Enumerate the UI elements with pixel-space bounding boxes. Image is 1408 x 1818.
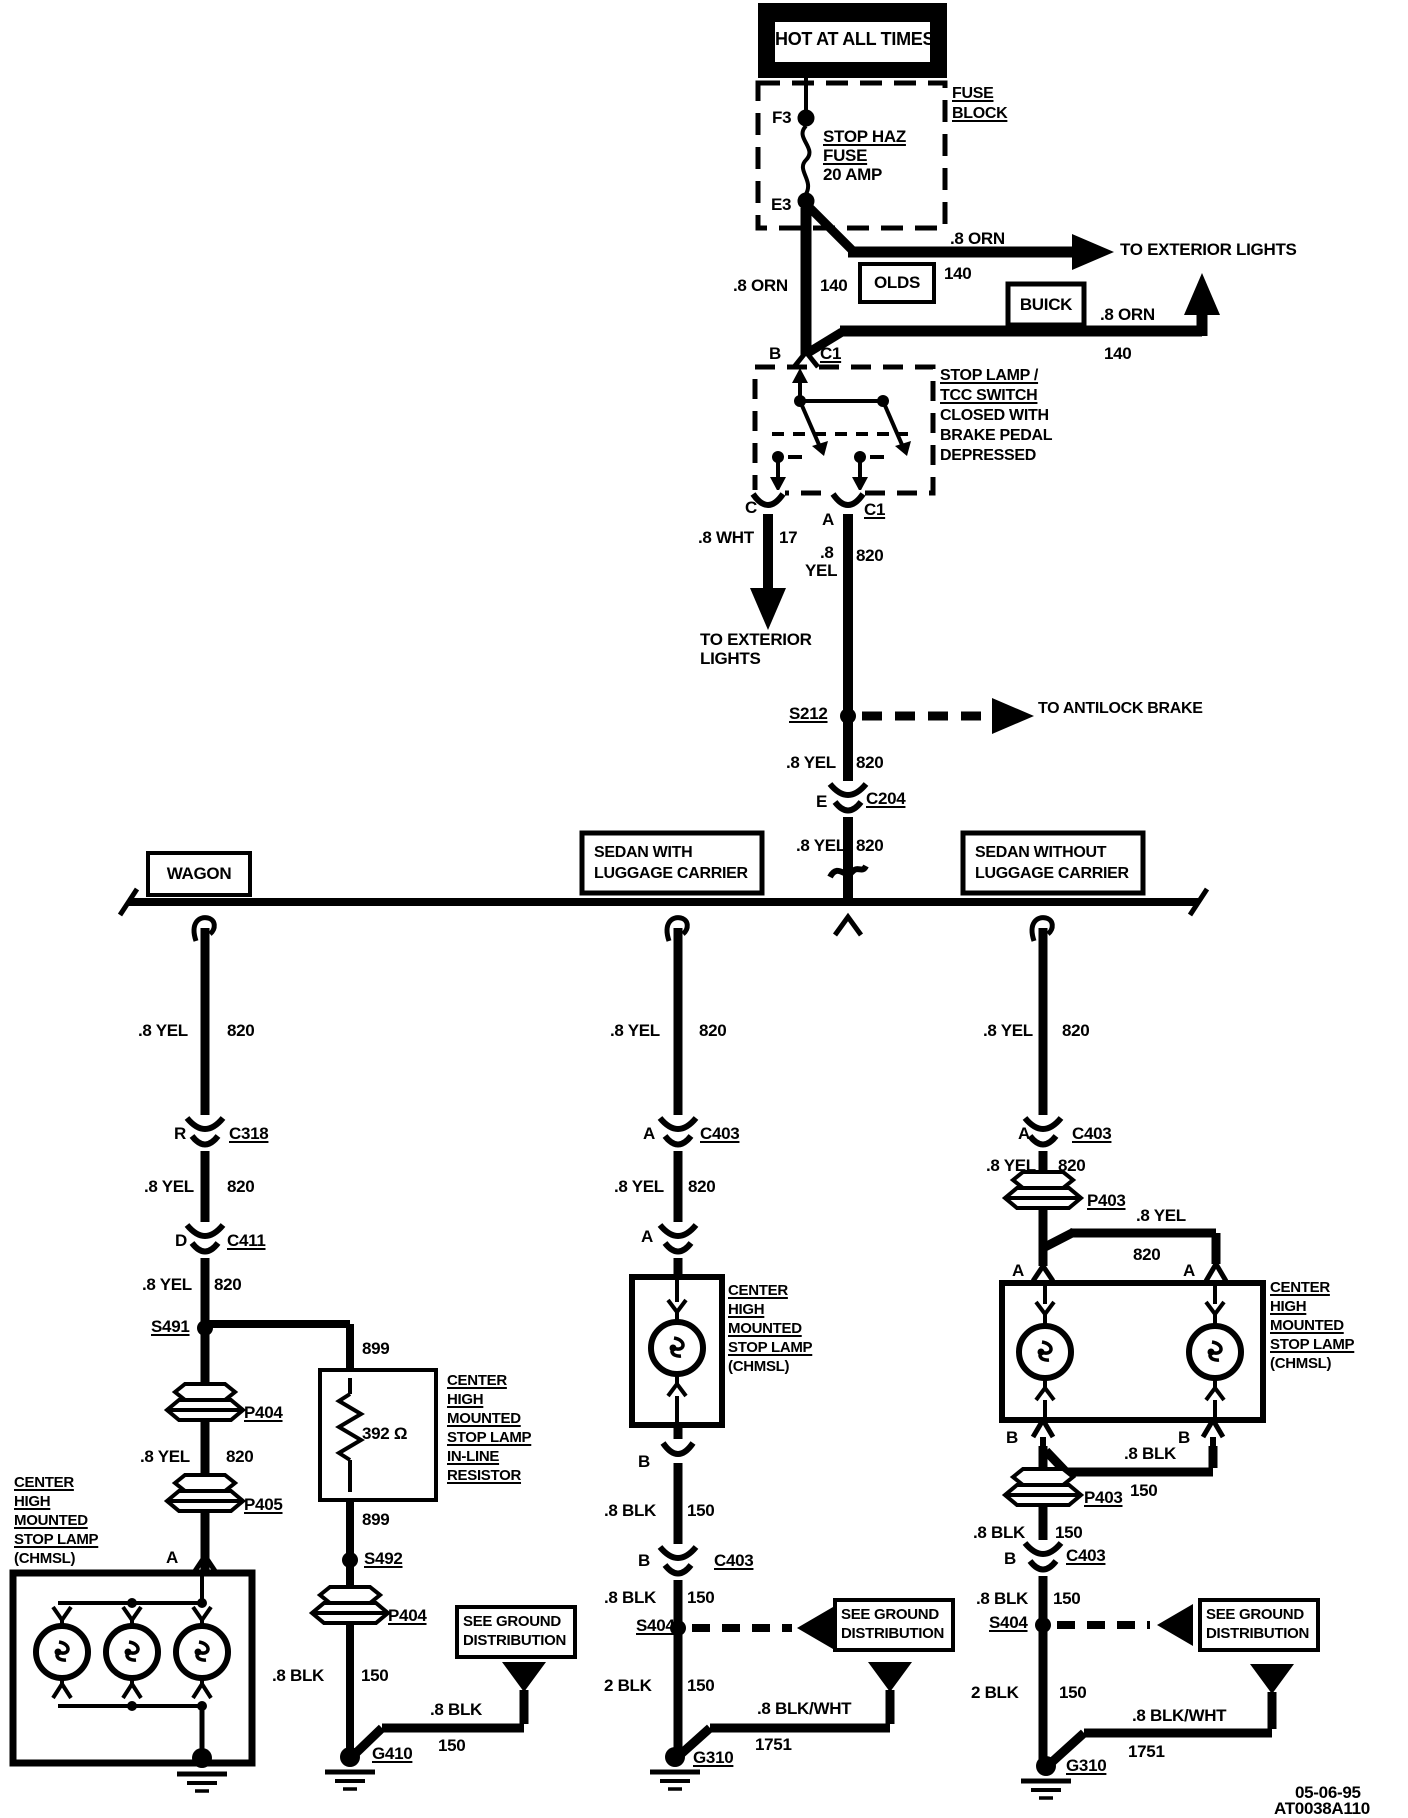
wagon-820-label-3: 820 [214, 1275, 242, 1294]
grommet-p403-2-symbol [1005, 1469, 1081, 1505]
splice-s491-dot [197, 1320, 213, 1336]
right-terminal-a-forks [1033, 1264, 1226, 1281]
right-blkwht-label: .8 BLK/WHT [1132, 1706, 1227, 1725]
ground-g410-dot [340, 1747, 360, 1767]
see-ground-mid-label-1: SEE GROUND [841, 1606, 939, 1623]
fuse-element-symbol [803, 126, 810, 194]
mid-terminal-a-label-1: A [643, 1124, 655, 1143]
splice-s492-dot [342, 1552, 358, 1568]
grommet-p405-label: P405 [244, 1495, 283, 1514]
buick-label: BUICK [1019, 295, 1073, 314]
hot-at-all-times-label: HOT AT ALL TIMES [775, 29, 935, 49]
right-terminal-a-label-1: A [1012, 1261, 1024, 1280]
ground-g410-label: G410 [372, 1744, 413, 1763]
connector-c1-label-top: C1 [820, 344, 842, 363]
see-ground-triangle-right [1250, 1664, 1294, 1694]
exterior-lights-down-arrow [750, 588, 786, 630]
feed-junction-caret [835, 917, 861, 935]
mid-terminal-b-label-1: B [638, 1452, 650, 1471]
right-terminal-a-label-0: A [1018, 1124, 1030, 1143]
ground-g410-symbol [325, 1772, 375, 1789]
splice-s404-mid-label: S404 [636, 1616, 675, 1635]
right-yel-label-2: .8 YEL [986, 1156, 1036, 1175]
ground-g310-right-symbol [1021, 1781, 1071, 1798]
connector-c403-right2-label: C403 [1066, 1546, 1106, 1565]
wagon-yel-label-2: .8 YEL [144, 1177, 194, 1196]
wire-yel-label-3: .8 YEL [796, 836, 846, 855]
to-exterior-lights-label-1: TO EXTERIOR LIGHTS [1120, 240, 1297, 259]
splice-s212-dot [840, 708, 856, 724]
grommet-p404-label-2: P404 [388, 1606, 427, 1625]
wire-yel-color-label: YEL [805, 561, 838, 580]
terminal-e3-label: E3 [771, 195, 792, 214]
wire-yel-size-label: .8 [820, 543, 834, 562]
wire-yel-label-2: .8 YEL [786, 753, 836, 772]
circuit-820-label-3: 820 [856, 836, 884, 855]
sedan-with-label-2: LUGGAGE CARRIER [594, 865, 748, 882]
to-exterior-lights-arrow-2 [1184, 273, 1220, 315]
to-exterior-lights-arrow [1072, 234, 1114, 270]
see-ground-wagon-label-1: SEE GROUND [463, 1613, 561, 1630]
ground-g310-mid-label: G310 [693, 1748, 734, 1767]
connector-c204-label: C204 [866, 789, 906, 808]
right-150-label-3: 150 [1053, 1589, 1081, 1608]
see-ground-mid-label-2: DISTRIBUTION [841, 1625, 945, 1642]
fuse-name-label-2: FUSE [823, 146, 868, 165]
connector-c411-label: C411 [227, 1231, 266, 1250]
connector-a-inline-symbol [659, 1222, 697, 1258]
terminal-a-label: A [822, 510, 834, 529]
sedan-without-label-1: SEDAN WITHOUT [975, 844, 1107, 861]
see-ground-triangle-mid [868, 1662, 912, 1692]
right-150-label-1: 150 [1130, 1481, 1158, 1500]
circuit-899-label-2: 899 [362, 1510, 390, 1529]
wagon-label: WAGON [166, 864, 232, 883]
mid-yel-label-2: .8 YEL [614, 1177, 664, 1196]
wire-orn-label-3: .8 ORN [1100, 305, 1155, 324]
right-terminal-b-forks [1033, 1420, 1223, 1447]
fuse-block-label-2: BLOCK [952, 105, 1008, 122]
ground-g310-right-label: G310 [1066, 1756, 1107, 1775]
mid-820-label-1: 820 [699, 1021, 727, 1040]
junction-dot [197, 1701, 207, 1711]
grommet-p403-symbol [1005, 1172, 1081, 1208]
mid-terminal-b-label-2: B [638, 1551, 650, 1570]
resistor-value-label: 392 Ω [362, 1424, 408, 1443]
stop-lamp-tcc-switch [755, 352, 933, 493]
circuit-17-label: 17 [779, 528, 798, 547]
switch-description: STOP LAMP / TCC SWITCH CLOSED WITH BRAKE PEDAL DEPRESSED [940, 367, 1053, 464]
splice-s404-right-label: S404 [989, 1613, 1028, 1632]
see-ground-wagon-label-2: DISTRIBUTION [463, 1632, 567, 1649]
wagon-yel-label-3: .8 YEL [142, 1275, 192, 1294]
right-820-label-1: 820 [1062, 1021, 1090, 1040]
sedan-with-box [582, 833, 762, 893]
sedan-with-chmsl-lamp [632, 1277, 722, 1425]
right-150-label-4: 150 [1059, 1683, 1087, 1702]
grommet-p404-label-1: P404 [244, 1403, 283, 1422]
right-1751-label: 1751 [1128, 1742, 1165, 1761]
to-antilock-arrow [992, 698, 1034, 734]
grommet-p404-resistor-branch [312, 1587, 388, 1623]
see-ground-right-label-1: SEE GROUND [1206, 1606, 1304, 1623]
mid-150-label-1: 150 [687, 1501, 715, 1520]
wagon-820-label-1: 820 [227, 1021, 255, 1040]
grommet-p404-symbol [167, 1384, 243, 1420]
to-antilock-label: TO ANTILOCK BRAKE [1038, 700, 1203, 717]
terminal-c-label: C [745, 498, 757, 517]
terminal-e-label: E [816, 792, 828, 811]
fuse-name-label-1: STOP HAZ [823, 127, 906, 146]
right-150-label-2: 150 [1055, 1523, 1083, 1542]
junction-dot [127, 1701, 137, 1711]
mid-terminal-a-label-2: A [641, 1227, 653, 1246]
sedan-with-label-1: SEDAN WITH [594, 844, 693, 861]
right-terminal-b-label-3: B [1004, 1549, 1016, 1568]
gnd-branch-150-label: 150 [438, 1736, 466, 1755]
wagon-820-label-2: 820 [227, 1177, 255, 1196]
wagon-bulb-2 [106, 1607, 158, 1698]
wagon-bulb-3 [176, 1607, 228, 1698]
ground-triangle-mid [797, 1607, 833, 1649]
circuit-140-label-2: 140 [820, 276, 848, 295]
connector-c403-mid2-symbol [659, 1544, 697, 1580]
sedan-without-label-2: LUGGAGE CARRIER [975, 865, 1129, 882]
mid-1751-label: 1751 [755, 1735, 792, 1754]
right-820-label-3: 820 [1133, 1245, 1161, 1264]
circuit-140-label-3: 140 [1104, 344, 1132, 363]
ground-triangle-right [1157, 1604, 1193, 1646]
terminal-b-cup-mid [661, 1439, 695, 1463]
mid-blk-label-1: .8 BLK [604, 1501, 657, 1520]
connector-c411-symbol [186, 1222, 224, 1258]
circuit-820-label-2: 820 [856, 753, 884, 772]
ground-g310-mid-symbol [650, 1772, 700, 1789]
wire-wht-label: .8 WHT [698, 528, 754, 547]
res-branch-blk-label: .8 BLK [272, 1666, 325, 1685]
circuit-140-label-1: 140 [944, 264, 972, 283]
wagon-chmsl-description: CENTER HIGH MOUNTED STOP LAMP (CHMSL) [14, 1474, 99, 1567]
grommet-p403-label-1: P403 [1087, 1191, 1126, 1210]
fuse-rating-label: 20 AMP [823, 165, 882, 184]
right-blk-label-3: .8 BLK [976, 1589, 1029, 1608]
right-blk-label-2: .8 BLK [973, 1523, 1026, 1542]
connector-c403-mid-label: C403 [700, 1124, 740, 1143]
connector-c403-mid2-label: C403 [714, 1551, 754, 1570]
connector-c318-label: C318 [229, 1124, 269, 1143]
connector-c403-mid-symbol [659, 1115, 697, 1151]
diagram-date: 05-06-95 [1295, 1783, 1361, 1802]
mid-yel-label-1: .8 YEL [610, 1021, 660, 1040]
right-2blk-label: 2 BLK [971, 1683, 1019, 1702]
wagon-yel-label-4: .8 YEL [140, 1447, 190, 1466]
mid-150-label-3: 150 [687, 1676, 715, 1695]
mid-820-label-2: 820 [688, 1177, 716, 1196]
connector-c403-right2-symbol [1024, 1540, 1062, 1576]
fuse-block-label-1: FUSE [952, 85, 994, 102]
circuit-820-label-1: 820 [856, 546, 884, 565]
see-ground-right-label-2: DISTRIBUTION [1206, 1625, 1310, 1642]
splice-s491-label: S491 [151, 1317, 190, 1336]
right-yel-label-1: .8 YEL [983, 1021, 1033, 1040]
wagon-case-ground-dot [192, 1748, 212, 1768]
wagon-case-ground-symbol [177, 1774, 227, 1791]
right-chmsl-description: CENTER HIGH MOUNTED STOP LAMP (CHMSL) [1270, 1279, 1355, 1372]
mid-blk-label-2: .8 BLK [604, 1588, 657, 1607]
connector-c1-label-bottom: C1 [864, 500, 886, 519]
sedan-without-box [963, 833, 1143, 893]
gnd-branch-blk-label: .8 BLK [430, 1700, 483, 1719]
right-blk-label-1: .8 BLK [1124, 1444, 1177, 1463]
wagon-terminal-a-label: A [166, 1548, 178, 1567]
splice-s404-right-dot [1035, 1617, 1051, 1633]
right-yel-label-3: .8 YEL [1136, 1206, 1186, 1225]
mid-chmsl-description: CENTER HIGH MOUNTED STOP LAMP (CHMSL) [728, 1282, 813, 1375]
diagram-doc-id: AT0038A110 [1274, 1799, 1370, 1818]
wagon-bulb-1 [36, 1607, 88, 1698]
resistor-description: CENTER HIGH MOUNTED STOP LAMP IN-LINE RESISTOR [447, 1372, 532, 1484]
olds-label: OLDS [873, 273, 921, 292]
to-exterior-lights-label-2a: TO EXTERIOR [700, 630, 812, 649]
res-branch-150-label: 150 [361, 1666, 389, 1685]
terminal-r-label: R [174, 1124, 186, 1143]
terminal-b-label: B [769, 344, 781, 363]
see-ground-triangle-wagon [502, 1662, 546, 1692]
terminal-f3-label: F3 [772, 108, 792, 127]
wagon-820-label-4: 820 [226, 1447, 254, 1466]
sedan-without-chmsl-lamp [1002, 1283, 1263, 1420]
mid-2blk-label: 2 BLK [604, 1676, 652, 1695]
terminal-d-label: D [175, 1231, 187, 1250]
splice-s212-label: S212 [789, 704, 828, 723]
splice-s492-label: S492 [364, 1549, 403, 1568]
wagon-yel-label-1: .8 YEL [138, 1021, 188, 1040]
connector-c318-symbol [186, 1115, 224, 1151]
mid-150-label-2: 150 [687, 1588, 715, 1607]
right-terminal-a-label-2: A [1183, 1261, 1195, 1280]
grommet-p403-label-2: P403 [1084, 1488, 1123, 1507]
connector-c403-right-label: C403 [1072, 1124, 1112, 1143]
right-terminal-b-label-2: B [1178, 1428, 1190, 1447]
circuit-899-label-1: 899 [362, 1339, 390, 1358]
mid-blkwht-label: .8 BLK/WHT [757, 1699, 852, 1718]
grommet-p405-symbol [167, 1475, 243, 1511]
wire-orn-label-2: .8 ORN [733, 276, 788, 295]
right-terminal-b-label-1: B [1006, 1428, 1018, 1447]
junction-dot [127, 1598, 137, 1608]
wire-orn-label-1: .8 ORN [950, 229, 1005, 248]
ground-g310-mid-dot [665, 1747, 685, 1767]
connector-a-c1-cup [831, 490, 865, 514]
connector-c204-symbol [829, 781, 867, 817]
right-820-label-2: 820 [1058, 1156, 1086, 1175]
to-exterior-lights-label-2b: LIGHTS [700, 649, 761, 668]
ground-g310-right-dot [1036, 1756, 1056, 1776]
junction-dot [197, 1598, 207, 1608]
